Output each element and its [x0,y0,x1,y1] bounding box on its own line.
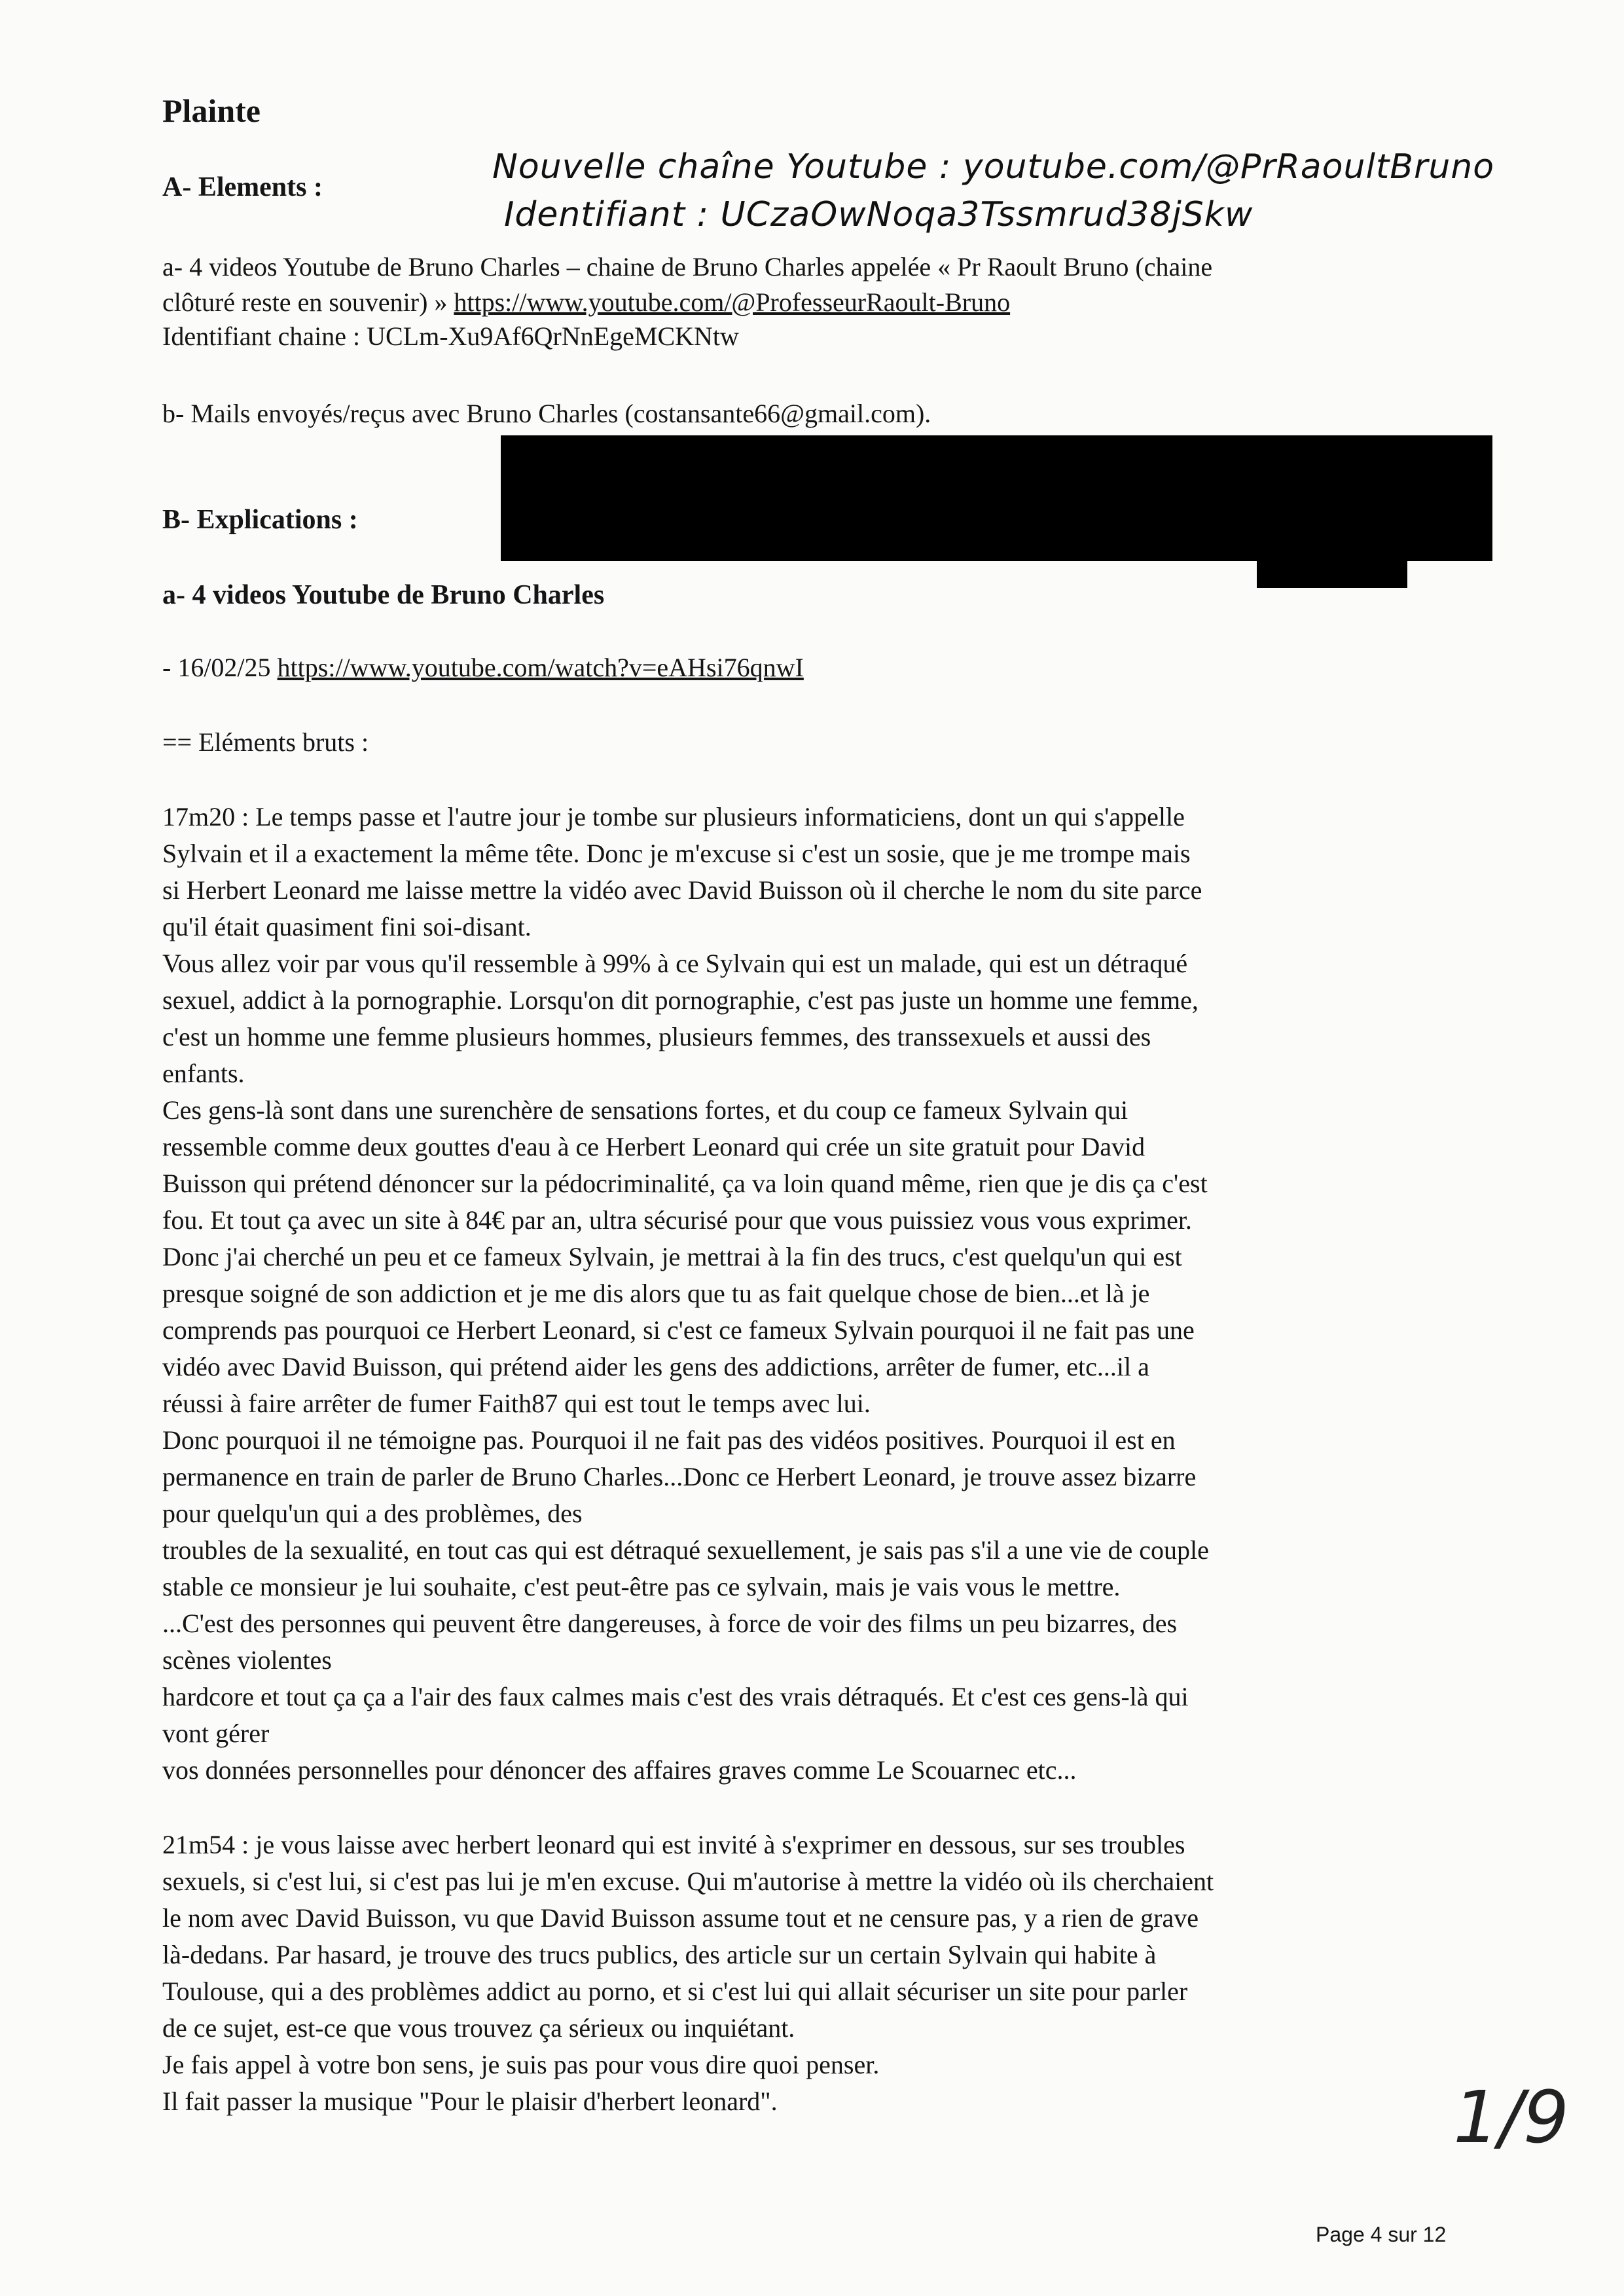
transcript-line: de ce sujet, est-ce que vous trouvez ça sérieux ou inquiétant. [162,2013,795,2043]
redaction-box [501,435,1492,561]
section-b-subheading: a- 4 videos Youtube de Bruno Charles [162,580,605,610]
transcript-line: Je fais appel à votre bon sens, je suis pas pour vous dire quoi penser. [162,2050,880,2079]
page-title: Plainte [162,92,261,129]
page-number: Page 4 sur 12 [1316,2223,1447,2246]
handwritten-page-count: 1/9 [1453,2075,1570,2159]
transcript-line: pour quelqu'un qui a des problèmes, des [162,1499,583,1528]
transcript-line: stable ce monsieur je lui souhaite, c'est peut-être pas ce sylvain, mais je vais vous le mettre. [162,1572,1121,1601]
transcript-line: sexuel, addict à la pornographie. Lorsqu'on dit pornographie, c'est pas juste un homme une femme, [162,985,1199,1015]
transcript-line: presque soigné de son addiction et je me dis alors que tu as fait quelque chose de bien...et là je [162,1279,1150,1308]
video-date-line [162,652,804,683]
transcript-line: Buisson qui prétend dénoncer sur la pédocriminalité, ça va loin quand même, rien que je dis ça c'est [162,1169,1208,1198]
transcript-line: le nom avec David Buisson, vu que David Buisson assume tout et ne censure pas, y a rien de grave [162,1903,1199,1933]
transcript-line: là-dedans. Par hasard, je trouve des trucs publics, des article sur un certain Sylvain qui habite à [162,1940,1157,1969]
transcript-line: vos données personnelles pour dénoncer des affaires graves comme Le Scouarnec etc... [162,1755,1077,1785]
transcript-line: 17m20 : Le temps passe et l'autre jour je tombe sur plusieurs informaticiens, dont un qui s'appelle [162,802,1185,831]
transcript-line: troubles de la sexualité, en tout cas qui est détraqué sexuellement, je sais pas s'il a une vie de couple [162,1535,1209,1565]
transcript-line: enfants. [162,1059,245,1088]
transcript-line: sexuels, si c'est lui, si c'est pas lui je m'en excuse. Qui m'autorise à mettre la vidéo où ils cherchaient [162,1867,1214,1896]
transcript-line: Sylvain et il a exactement la même tête. Donc je m'excuse si c'est un sosie, que je me trompe mais [162,839,1191,868]
video-date: - 16/02/25 [162,653,278,682]
transcript-line: scènes violentes [162,1645,332,1675]
transcript-line: Il fait passer la musique "Pour le plaisir d'herbert leonard". [162,2086,778,2116]
handwritten-channel-id: Identifiant : UCzaOwNoqa3Tssmrud38jSkw [504,195,1254,234]
redaction-box-tab [1257,556,1407,588]
transcript-line: vont gérer [162,1719,270,1748]
item-a-line-2 [162,287,1010,318]
transcript-line: Toulouse, qui a des problèmes addict au porno, et si c'est lui qui allait sécuriser un site pour parler [162,1977,1188,2006]
transcript-line: fou. Et tout ça avec un site à 84€ par an, ultra sécurisé pour que vous puissiez vous vous exprimer. [162,1205,1192,1235]
transcript-line: comprends pas pourquoi ce Herbert Leonard, si c'est ce fameux Sylvain pourquoi il ne fait pas une [162,1315,1195,1345]
transcript-line: c'est un homme une femme plusieurs hommes, plusieurs femmes, des transsexuels et aussi des [162,1022,1151,1051]
transcript-line: Vous allez voir par vous qu'il ressemble à 99% à ce Sylvain qui est un malade, qui est un détraqué [162,949,1188,978]
transcript-line: Donc pourquoi il ne témoigne pas. Pourquoi il ne fait pas des vidéos positives. Pourquoi il est en [162,1425,1176,1455]
item-a-line-1: a- 4 videos Youtube de Bruno Charles – chaine de Bruno Charles appelée « Pr Raoult Bruno (chaine [162,252,1213,282]
transcript-line: vidéo avec David Buisson, qui prétend aider les gens des addictions, arrêter de fumer, etc...il a [162,1352,1149,1381]
section-a-heading: A- Elements : [162,172,323,202]
item-b-mails: b- Mails envoyés/reçus avec Bruno Charles (costansante66@gmail.com). [162,399,931,428]
transcript-line: qu'il était quasiment fini soi-disant. [162,912,532,941]
transcript-line: permanence en train de parler de Bruno Charles...Donc ce Herbert Leonard, je trouve assez bizarre [162,1462,1197,1491]
transcript-line: ressemble comme deux gouttes d'eau à ce Herbert Leonard qui crée un site gratuit pour David [162,1132,1146,1161]
transcript-line: ...C'est des personnes qui peuvent être dangereuses, à force de voir des films un peu bizarres, des [162,1609,1178,1638]
video-link[interactable]: https://www.youtube.com/watch?v=eAHsi76qnwI [277,653,804,682]
item-a-channel-id: Identifiant chaine : UCLm-Xu9Af6QrNnEgeMCKNtw [162,321,739,351]
transcript-paragraph-2 [162,1827,1485,2120]
transcript-line: si Herbert Leonard me laisse mettre la vidéo avec David Buisson où il cherche le nom du site parce [162,875,1202,905]
raw-elements-heading: == Eléments bruts : [162,727,369,757]
transcript-line: Donc j'ai cherché un peu et ce fameux Sylvain, je mettrai à la fin des trucs, c'est quelqu'un qui est [162,1242,1182,1271]
section-b-heading: B- Explications : [162,505,358,535]
transcript-line: hardcore et tout ça ça a l'air des faux calmes mais c'est des vrais détraqués. Et c'est ces gens-là qui [162,1682,1189,1711]
old-channel-link[interactable]: https://www.youtube.com/@ProfesseurRaoult-Bruno [454,287,1011,317]
transcript-line: Ces gens-là sont dans une surenchère de sensations fortes, et du coup ce fameux Sylvain qui [162,1095,1128,1125]
transcript-line: 21m54 : je vous laisse avec herbert leonard qui est invité à s'exprimer en dessous, sur ses troubles [162,1830,1185,1859]
handwritten-new-channel: Nouvelle chaîne Youtube : youtube.com/@PrRaoultBruno [492,147,1495,187]
transcript-paragraph-1 [162,799,1485,1789]
transcript-line: réussi à faire arrêter de fumer Faith87 qui est tout le temps avec lui. [162,1389,871,1418]
item-a-text: clôturé reste en souvenir) » [162,287,454,317]
